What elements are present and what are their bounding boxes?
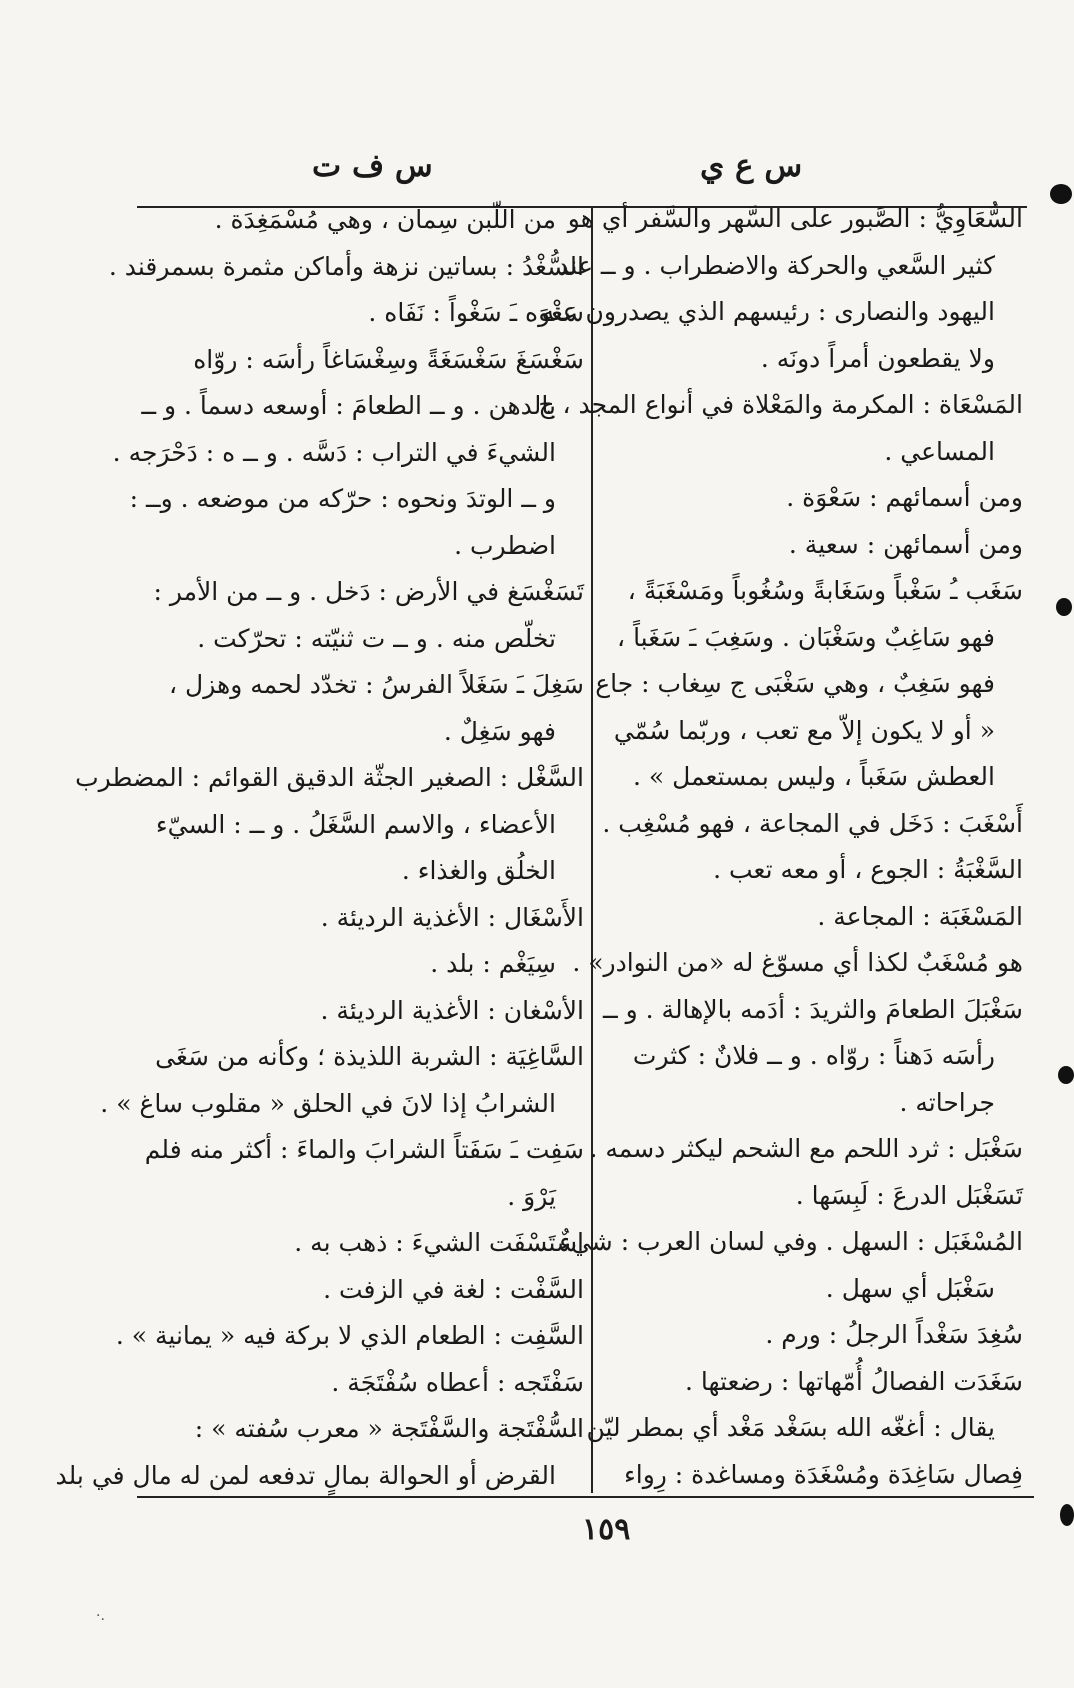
text-line: اضطرب .: [454, 530, 556, 560]
text-line: المساعي .: [884, 436, 995, 466]
page-number: ١٥٩: [582, 1512, 631, 1547]
text-line: فهو سَغِلٌ .: [443, 716, 556, 746]
text-line: من اللّبن سِمان ، وهي مُسْمَغِدَة .: [214, 205, 556, 234]
text-line: رأسَه دَهناً : روّاه . و ــ فلانٌ : كثرت: [632, 1041, 995, 1070]
text-line: القرض أو الحوالة بمالٍ تدفعه لمن له مال في بلد: [55, 1460, 556, 1490]
text-line: تَسَغْسَغ في الأرض : دَخل . و ــ من الأمر :: [153, 577, 584, 606]
text-line: الشرابُ إذا لانَ في الحلق « مقلوب ساغ » .: [100, 1088, 556, 1118]
text-line: الأَسْغَال : الأغذية الرديئة .: [320, 902, 584, 932]
text-line: المُسْغَبَل : السهل . وفي لسان العرب : شيءٌ: [559, 1227, 1023, 1256]
text-line: المَسْعَاة : المكرمة والمَعْلاة في أنواع المجد ، ج: [538, 390, 1023, 419]
text-line: سَفْتَجه : أعطاه سُفْتَجَة .: [331, 1367, 584, 1397]
right-column: [538, 196, 1023, 1498]
text-line: سُغِدَ سَغْداً الرجلُ : ورم .: [765, 1320, 1023, 1349]
text-line: سَغْبَلَ الطعامَ والثريدَ : أدَمه بالإهالة . و ــ: [603, 994, 1023, 1024]
text-line: ومن أسمائهن : سعية .: [788, 529, 1023, 559]
text-line: سِيَغْم : بلد .: [430, 949, 556, 978]
text-line: و ــ الوتدَ ونحوه : حرّكه من موضعه . وــ :: [129, 484, 556, 513]
text-line: سَفِت ـَ سَفَتاً الشرابَ والماءَ : أكثر منه فلم: [144, 1135, 584, 1164]
column-header-left: س ف ت: [312, 148, 433, 184]
text-line: الشيءَ في التراب : دَسَّه . و ــ ه : دَحْرَجه .: [112, 437, 556, 467]
left-column: [55, 197, 584, 1499]
scan-speck: ·.: [96, 1608, 105, 1624]
text-line: المَسْغَبَة : المجاعة .: [817, 901, 1023, 931]
text-line: سَغْوَه ـَ سَغْواً : نَفَاه .: [368, 298, 584, 327]
text-line: بالدهن . و ــ الطعامَ : أوسعه دسماً . و ــ: [141, 391, 556, 420]
text-line: سَغْبَل أي سهل .: [825, 1273, 995, 1303]
text-line: هو مُسْغَبٌ لكذا أي مسوّغ له «من النوادر» .: [572, 948, 1023, 977]
text-line: سَغَب ـُ سَغْباً وسَغَابةً وسُغُوباً ومَسْغَبَةً ،: [627, 576, 1023, 605]
ink-blot: [1056, 598, 1072, 616]
ink-blot: [1060, 1504, 1074, 1526]
text-line: السَّغْبَةُ : الجوع ، أو معه تعب .: [713, 855, 1023, 884]
column-header-right: س ع ي: [700, 148, 803, 184]
text-line: يقال : أغغّه الله بسَغْد مَغْد أي بمطر ليّن .: [570, 1413, 995, 1442]
text-line: ولا يقطعون أمراً دونَه .: [760, 343, 995, 373]
text-line: اليهود والنصارى : رئيسهم الذي يصدرون عنه: [541, 297, 995, 326]
text-line: سَغِلَ ـَ سَغَلاً الفرسُ : تخدّد لحمه وهزل ،: [169, 670, 584, 699]
text-line: سَغْبَل : ثرد اللحم مع الشحم ليكثر دسمه .: [589, 1134, 1023, 1163]
text-line: السَّاغِيَة : الشربة اللذيذة ؛ وكأنه من سَغَى: [155, 1042, 584, 1071]
text-line: يَرْوَ .: [507, 1181, 556, 1211]
text-line: السُّفْتَجة والسَّفْتَجة « معرب سُفته » :: [194, 1414, 584, 1443]
text-line: سَغَدَت الفصالُ أُمّهاتها : رضعتها .: [684, 1366, 1023, 1396]
text-line: الأعضاء ، والاسم السَّغَلُ . و ــ : السيّء: [155, 809, 556, 839]
text-line: استَسْفَت الشيءَ : ذهب به .: [294, 1228, 584, 1257]
text-line: الخلُق والغذاء .: [401, 856, 556, 885]
bottom-rule: [137, 1496, 1034, 1498]
text-line: فهو سَاغِبٌ وسَغْبَان . وسَغِبَ ـَ سَغَباً ،: [617, 622, 995, 652]
text-line: كثير السَّعي والحركة والاضطراب . و ــ عند: [557, 250, 995, 280]
text-line: « أو لا يكون إلاّ مع تعب ، وربّما سُمّي: [613, 715, 995, 745]
text-line: فهو سَغِبٌ ، وهي سَغْبَى ج سِغاب : جاع: [595, 669, 995, 698]
text-line: السَّغْل : الصغير الجثّة الدقيق القوائم : المضطرب: [75, 763, 584, 792]
ink-blot: [1050, 184, 1072, 204]
text-line: السَّفْت : لغة في الزفت .: [323, 1274, 584, 1304]
text-line: أَسْغَبَ : دَخَل في المجاعة ، فهو مُسْغِب .: [602, 808, 1023, 838]
ink-blot: [1058, 1066, 1074, 1084]
text-line: ومن أسمائهم : سَعْوَة .: [786, 483, 1023, 512]
text-line: السَّفِت : الطعام الذي لا بركة فيه « يمانية » .: [115, 1321, 584, 1350]
text-line: السُّغْدُ : بساتين نزهة وأماكن مثمرة بسمرقند .: [108, 251, 584, 281]
text-line: الأسْغان : الأغذية الرديئة .: [320, 995, 584, 1025]
text-line: تخلّص منه . و ــ ت ثنيّته : تحرّكت .: [197, 623, 556, 653]
text-line: تَسَغْبَل الدرعَ : لَبِسَها .: [795, 1180, 1023, 1210]
text-line: العطش سَغَباً ، وليس بمستعمل » .: [633, 762, 995, 791]
text-line: سَغْسَغَ سَغْسَغَةً وسِغْسَاغاً رأسَه : روّاه: [193, 344, 584, 374]
text-line: جراحاته .: [899, 1087, 995, 1117]
text-line: السُّعَاوِيُّ : الصَّبور على السَّهر والسَّفر أي هو: [567, 204, 1023, 233]
text-line: فِصال سَاغِدَة ومُسْغَدَة ومساغدة : رِواء: [624, 1459, 1023, 1489]
